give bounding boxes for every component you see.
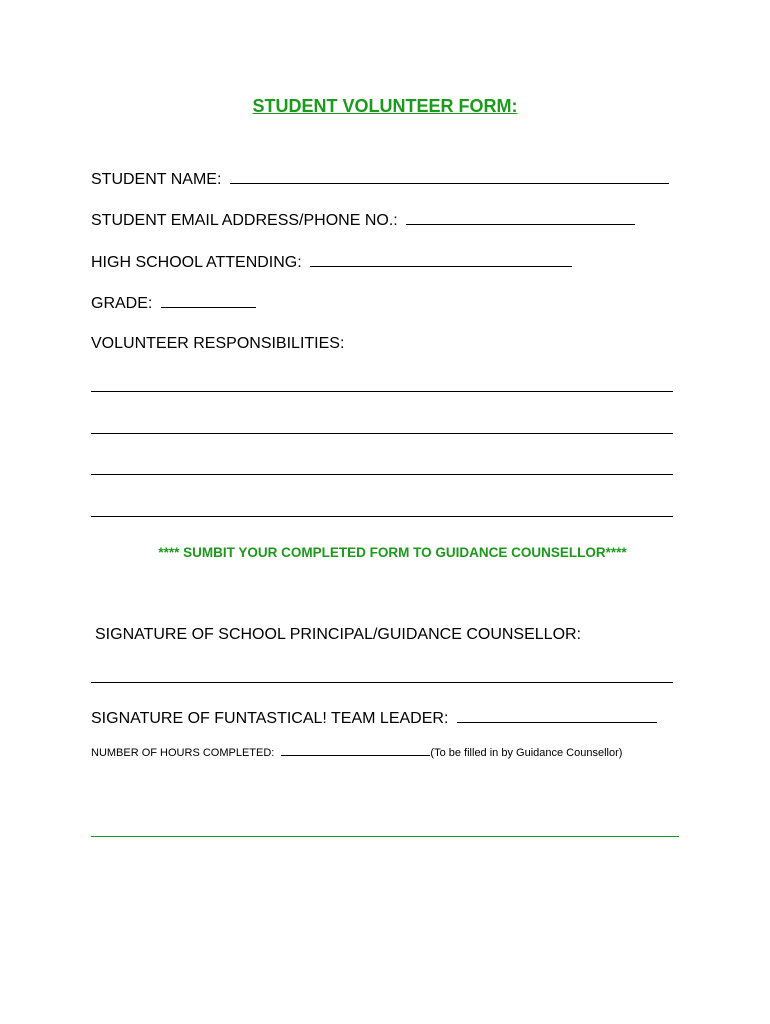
principal-signature-line[interactable] (91, 682, 673, 683)
high-school-label: HIGH SCHOOL ATTENDING: (91, 254, 302, 271)
green-divider (91, 836, 679, 837)
student-email-blank[interactable] (406, 211, 635, 225)
student-name-row (91, 170, 669, 189)
responsibilities-line-1[interactable] (91, 391, 673, 392)
hours-completed-label: NUMBER OF HOURS COMPLETED: (91, 747, 275, 759)
team-leader-signature-blank[interactable] (457, 709, 657, 723)
principal-signature-label: SIGNATURE OF SCHOOL PRINCIPAL/GUIDANCE COUNSELLOR: (95, 626, 582, 643)
student-name-label: STUDENT NAME: (91, 171, 222, 188)
hours-completed-note: (To be filled in by Guidance Counsellor) (430, 747, 623, 759)
high-school-row (91, 253, 572, 272)
responsibilities-label: VOLUNTEER RESPONSIBILITIES: (91, 335, 345, 352)
hours-completed-blank[interactable] (281, 745, 430, 756)
student-name-blank[interactable] (230, 170, 669, 184)
team-leader-signature-label: SIGNATURE OF FUNTASTICAL! TEAM LEADER: (91, 710, 449, 727)
grade-blank[interactable] (161, 294, 256, 308)
responsibilities-line-3[interactable] (91, 474, 673, 475)
submission-notice: **** SUMBIT YOUR COMPLETED FORM TO GUIDANCE COUNSELLOR**** (158, 545, 627, 560)
high-school-blank[interactable] (310, 253, 572, 267)
hours-completed-row (91, 745, 622, 759)
form-title: STUDENT VOLUNTEER FORM: (252, 96, 518, 116)
student-email-row (91, 211, 635, 230)
grade-row (91, 294, 256, 313)
responsibilities-line-2[interactable] (91, 433, 673, 434)
grade-label: GRADE: (91, 295, 153, 312)
student-email-label: STUDENT EMAIL ADDRESS/PHONE NO.: (91, 212, 398, 229)
responsibilities-line-4[interactable] (91, 516, 673, 517)
team-leader-signature-row (91, 709, 657, 728)
